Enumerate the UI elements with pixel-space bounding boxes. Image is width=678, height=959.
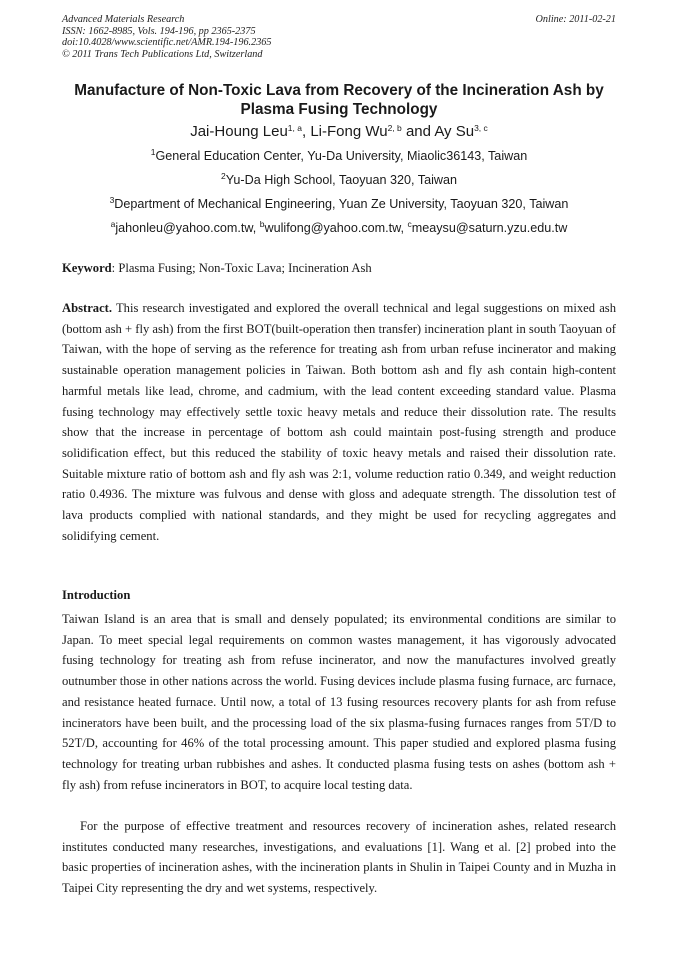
paper-title <box>40 82 638 119</box>
email-c: meaysu@saturn.yzu.edu.tw <box>411 221 568 235</box>
author-sep-2: and <box>401 123 435 140</box>
abstract-text: This research investigated and explored the overall technical and legal suggestions on mixed ash (bottom ash + fly ash) from the first BOT(built-operation then transfer) incineration plant in south Taoyuan of Taiwan, with the hope of serving as the reference for treating ash from urban refuse incinerator and making sustainable operation management policies in Taiwan. Both bottom ash and fly ash contain high-content harmful metals like lead, chrome, and cadmium, with the lead content exceeding standard value. Plasma fusing technology may effectively settle toxic heavy metals and reduce their dissolution rate. The results show that the increase in percentage of bottom ash could maintain post-fusing strength and produce solidification effect, but this reduced the stability of toxic heavy metals and raised their dissolution rate. Suitable mixture ratio of bottom ash and fly ash was 2:1, volume reduction ratio 0.349, and weight reduction ratio 0.4936. The mixture was fulvous and dense with gloss and adequate strength. The dissolution test of lava products complied with national standards, and they might be used for recycling aggregates and solidifying cement. <box>62 301 616 543</box>
introduction-paragraph-1: Taiwan Island is an area that is small and densely populated; its environmental conditions are similar to Japan. To meet special legal requirements on common wastes management, it has vigorously advocated fusing technology for treating ash from refuse incinerator, and now the manufactures involved greatly outnumber those in other nations across the world. Fusing devices include plasma fusing furnace, arc furnace, and resistance heated furnace. Until now, a total of 13 fusing resources recovery plants for ash from refuse incinerators have been built, and the processing load of the six plasma-fusing furnaces ranges from 5T/D to 52T/D, accounting for 46% of the total processing amount. This paper studied and explored plasma fusing technology for treating urban rubbishes and ashes. It conducted plasma fusing tests on ashes (bottom ash + fly ash) from refuse incinerators in BOT, to acquire local testing data. <box>62 612 616 792</box>
introduction-paragraph-2: For the purpose of effective treatment and resources recovery of incineration ashes, related research institutes conducted many researches, investigations, and evaluations [1]. Wang et al. [2] probed into the basic properties of incineration ashes, with the incineration plants in Shulin in Taipei County and in Muzha in Taipei City representing the dry and wet systems, respectively. <box>62 819 616 896</box>
title-line-1: Manufacture of Non-Toxic Lava from Recovery of the Incineration Ash by <box>74 82 604 99</box>
title-line-2: Plasma Fusing Technology <box>240 100 438 118</box>
author-sep-1: , <box>301 123 311 140</box>
email-b: wulifong@yahoo.com.tw, <box>264 221 408 235</box>
affiliation-2 <box>40 172 638 188</box>
author-1-mark: 1, a <box>287 123 302 133</box>
affiliation-1-text: General Education Center, Yu-Da University, Miaolic36143, Taiwan <box>155 149 528 163</box>
online-date: Online: 2011-02-21 <box>535 14 616 25</box>
author-3-mark: 3, c <box>474 123 488 133</box>
email-a: jahonleu@yahoo.com.tw, <box>115 221 260 235</box>
affiliation-3-text: Department of Mechanical Engineering, Yuan Ze University, Taoyuan 320, Taiwan <box>114 197 569 211</box>
doi-line: doi:10.4028/www.scientific.net/AMR.194-196.2365 <box>62 37 272 49</box>
author-2-mark: 2, b <box>387 123 402 133</box>
affiliation-1-mark: 1 <box>150 147 156 157</box>
abstract <box>62 298 616 546</box>
affiliation-3-mark: 3 <box>109 195 115 205</box>
author-2: Li-Fong Wu <box>310 123 388 140</box>
journal-header <box>62 14 616 60</box>
email-line <box>40 220 638 236</box>
email-c-mark: c <box>407 219 412 229</box>
issn-line: ISSN: 1662-8985, Vols. 194-196, pp 2365-2375 <box>62 25 256 37</box>
journal-name: Advanced Materials Research <box>62 14 185 25</box>
email-a-mark: a <box>110 219 116 229</box>
introduction-heading: Introduction <box>62 588 131 602</box>
email-b-mark: b <box>259 219 265 229</box>
author-3: Ay Su <box>434 123 475 140</box>
affiliation-2-mark: 2 <box>220 171 226 181</box>
abstract-label: Abstract. <box>62 301 113 315</box>
keyword-text: : Plasma Fusing; Non-Toxic Lava; Incineration Ash <box>111 261 372 275</box>
keyword-label: Keyword <box>62 261 112 275</box>
affiliation-2-text: Yu-Da High School, Taoyuan 320, Taiwan <box>225 173 457 187</box>
affiliation-3 <box>40 196 638 212</box>
copyright-line: © 2011 Trans Tech Publications Ltd, Switzerland <box>62 48 263 60</box>
author-list <box>40 122 638 142</box>
keyword-line <box>62 258 616 279</box>
affiliation-1 <box>40 148 638 164</box>
author-1: Jai-Houng Leu <box>190 123 288 140</box>
